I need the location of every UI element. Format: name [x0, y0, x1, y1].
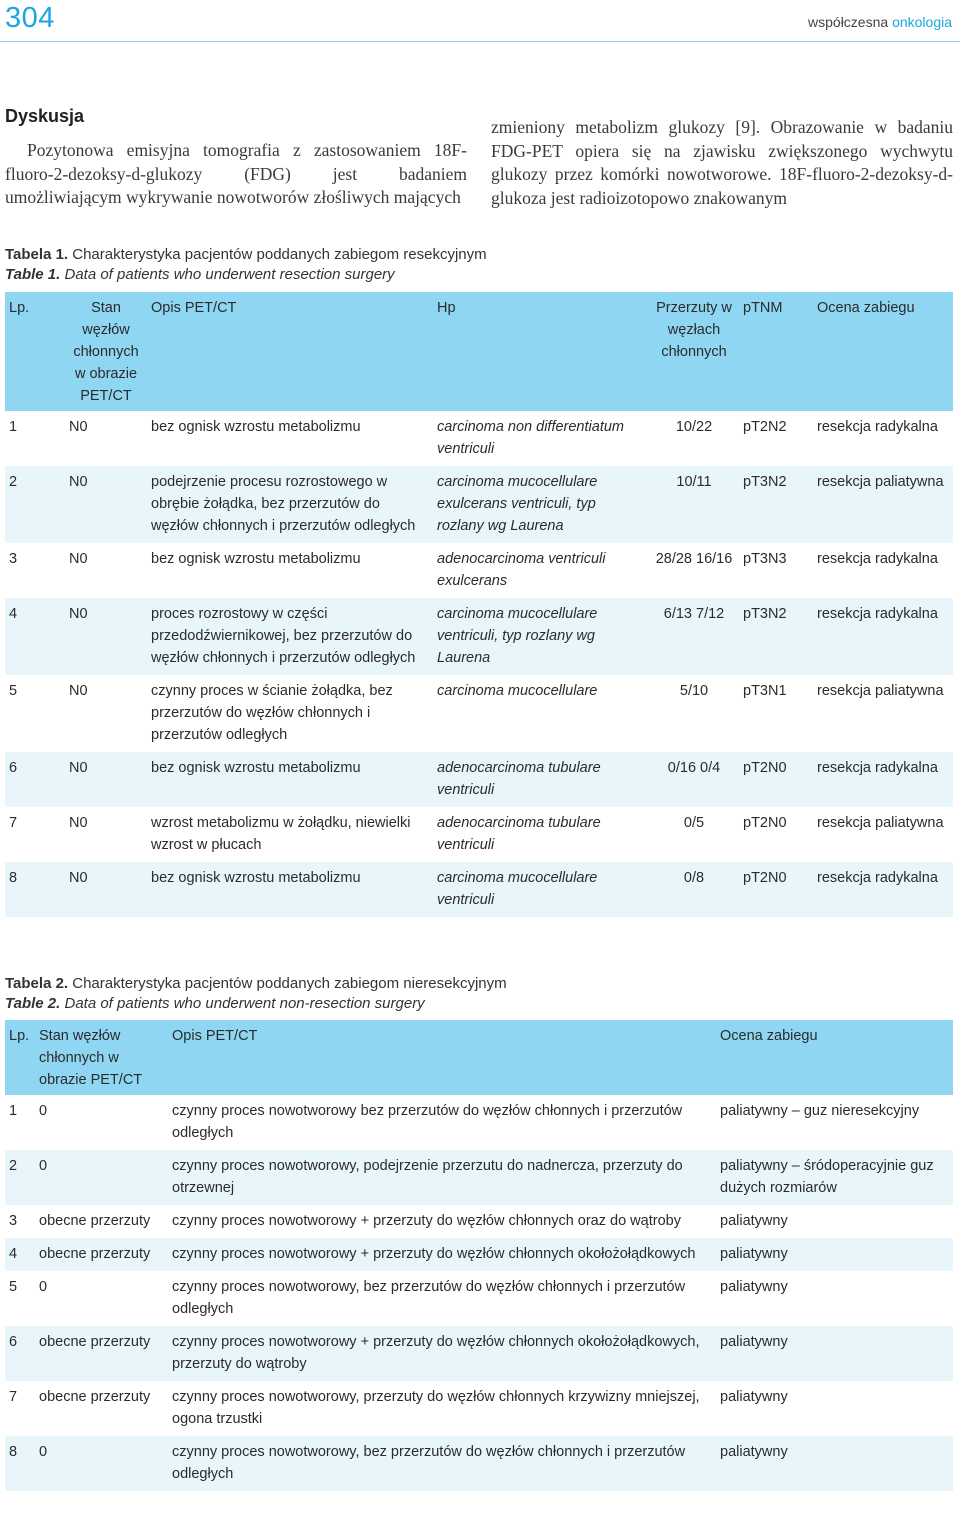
cell-node-status: 0: [39, 1103, 48, 1119]
table1-caption-en-text: Data of patients who underwent resection surgery: [60, 266, 395, 283]
table1-caption-en-label: Table 1.: [5, 266, 61, 283]
cell-pet-description: bez ognisk wzrostu metabolizmu: [151, 419, 361, 435]
cell-hp: adenocarcinoma tubulare ventriculi: [437, 815, 601, 853]
col-header-lp: Lp.: [9, 1028, 30, 1044]
cell-lp: 2: [9, 1158, 18, 1174]
cell-surgery-assessment: paliatywny – guz nieresekcyjny: [720, 1103, 920, 1119]
cell-node-status: N0: [69, 419, 88, 435]
cell-surgery-assessment: paliatywny: [720, 1444, 788, 1460]
cell-node-status: obecne przerzuty: [39, 1246, 151, 1262]
cell-node-metastases: 10/11: [676, 474, 712, 490]
table-resection: [5, 292, 953, 917]
table2-caption-en-text: Data of patients who underwent non-resection surgery: [60, 995, 425, 1012]
cell-node-status: obecne przerzuty: [39, 1389, 151, 1405]
cell-lp: 7: [9, 1389, 18, 1405]
cell-lp: 4: [9, 606, 18, 622]
cell-lp: 1: [9, 1103, 18, 1119]
table-header-row: [5, 1020, 953, 1095]
cell-pet-description: proces rozrostowy w części przedodźwiernikowej, bez przerzutów do węzłów chłonnych i przerzutów odległych: [151, 606, 416, 666]
table2-caption-en-label: Table 2.: [5, 995, 61, 1012]
section-title: Dyskusja: [5, 106, 85, 126]
cell-hp: adenocarcinoma tubulare ventriculi: [437, 760, 601, 798]
table-row: [5, 598, 953, 675]
cell-surgery-assessment: paliatywny: [720, 1389, 788, 1405]
cell-lp: 6: [9, 1334, 18, 1350]
cell-surgery-assessment: resekcja radykalna: [817, 419, 938, 435]
table-row: [5, 1150, 953, 1205]
cell-ptnm: pT3N1: [743, 683, 787, 699]
table-row: [5, 466, 953, 543]
col-header-lp: Lp.: [9, 300, 30, 316]
cell-pet-description: bez ognisk wzrostu metabolizmu: [151, 551, 361, 567]
cell-pet-description: czynny proces nowotworowy, przerzuty do węzłów chłonnych krzywizny mniejszej, ogona trzustki: [172, 1389, 700, 1427]
table-header-row: [5, 292, 953, 411]
cell-hp: carcinoma non differentiatum ventriculi: [437, 419, 624, 457]
col-header-node-metastases: Przerzuty w węzłach chłonnych: [656, 300, 732, 360]
cell-surgery-assessment: resekcja radykalna: [817, 760, 938, 776]
cell-node-metastases: 28/28 16/16: [655, 551, 733, 567]
col-header-surgery-assessment: Ocena zabiegu: [720, 1028, 818, 1044]
cell-node-status: 0: [39, 1444, 48, 1460]
cell-ptnm: pT2N0: [743, 815, 787, 831]
page-header: [0, 0, 960, 44]
cell-pet-description: bez ognisk wzrostu metabolizmu: [151, 870, 361, 886]
table-row: [5, 675, 953, 752]
cell-hp: carcinoma mucocellulare: [437, 683, 598, 699]
table1-caption-pl-text: Charakterystyka pacjentów poddanych zabiegom resekcyjnym: [68, 246, 487, 263]
cell-surgery-assessment: resekcja paliatywna: [817, 683, 944, 699]
cell-surgery-assessment: resekcja radykalna: [817, 870, 938, 886]
cell-surgery-assessment: paliatywny – śródoperacyjnie guz dużych rozmiarów: [720, 1158, 934, 1196]
body-text-right: zmieniony metabolizm glukozy [9]. Obrazowanie w badaniu FDG-PET opiera się na zjawisku zwiększonego wychwytu glukozy przez komórki nowotworowe. 18F-fluoro-2-dezoksy-d-glukoza jest radioizotopowo znakowanym: [491, 117, 953, 208]
cell-pet-description: czynny proces nowotworowy bez przerzutów do węzłów chłonnych i przerzutów odległych: [172, 1103, 683, 1141]
table1-caption-pl: [5, 245, 487, 265]
cell-lp: 2: [9, 474, 18, 490]
cell-ptnm: pT3N3: [743, 551, 787, 567]
journal-name-accent: onkologia: [892, 14, 952, 30]
table2-caption-pl: [5, 974, 507, 994]
cell-node-status: N0: [69, 606, 88, 622]
table2-caption-en: [5, 994, 425, 1014]
cell-hp: carcinoma mucocellulare ventriculi: [437, 870, 598, 908]
cell-node-metastases: 0/5: [683, 815, 705, 831]
cell-pet-description: czynny proces nowotworowy + przerzuty do węzłów chłonnych okołożołądkowych, przerzuty do wątroby: [172, 1334, 700, 1372]
cell-lp: 6: [9, 760, 18, 776]
cell-surgery-assessment: resekcja paliatywna: [817, 815, 944, 831]
cell-hp: adenocarcinoma ventriculi exulcerans: [437, 551, 606, 589]
table-row: [5, 1095, 953, 1150]
body-text-left: Pozytonowa emisyjna tomografia z zastosowaniem 18F-fluoro-2-dezoksy-d-glukozy (FDG) jest badaniem umożliwiającym wykrywanie nowotworów złośliwych mających: [5, 140, 467, 207]
cell-node-metastases: 5/10: [679, 683, 709, 699]
table-row: [5, 543, 953, 598]
cell-surgery-assessment: paliatywny: [720, 1334, 788, 1350]
cell-pet-description: wzrost metabolizmu w żołądku, niewielki wzrost w płucach: [151, 815, 411, 853]
cell-ptnm: pT2N2: [743, 419, 787, 435]
cell-node-metastases: 0/16 0/4: [667, 760, 721, 776]
col-header-node-status: Stan węzłów chłonnych w obrazie PET/CT: [73, 300, 139, 404]
cell-lp: 5: [9, 1279, 18, 1295]
cell-ptnm: pT3N2: [743, 474, 787, 490]
cell-node-status: N0: [69, 815, 88, 831]
col-header-pet-description: Opis PET/CT: [151, 300, 237, 316]
table-row: [5, 1326, 953, 1381]
table-row: [5, 1271, 953, 1326]
cell-pet-description: czynny proces w ścianie żołądka, bez przerzutów do węzłów chłonnych i przerzutów odległych: [151, 683, 393, 743]
cell-node-status: 0: [39, 1279, 48, 1295]
cell-surgery-assessment: paliatywny: [720, 1213, 788, 1229]
col-header-surgery-assessment: Ocena zabiegu: [817, 300, 915, 316]
table-row: [5, 1381, 953, 1436]
cell-node-status: N0: [69, 551, 88, 567]
cell-node-metastases: 10/22: [675, 419, 713, 435]
cell-lp: 5: [9, 683, 18, 699]
cell-node-status: obecne przerzuty: [39, 1334, 151, 1350]
cell-surgery-assessment: paliatywny: [720, 1279, 788, 1295]
table1-caption-en: [5, 265, 395, 285]
cell-lp: 8: [9, 1444, 18, 1460]
table-row: [5, 411, 953, 466]
cell-surgery-assessment: resekcja radykalna: [817, 606, 938, 622]
table-non-resection: [5, 1020, 953, 1491]
cell-pet-description: czynny proces nowotworowy + przerzuty do węzłów chłonnych okołożołądkowych: [172, 1246, 696, 1262]
cell-pet-description: czynny proces nowotworowy, bez przerzutów do węzłów chłonnych i przerzutów odległych: [172, 1279, 686, 1317]
journal-name: [808, 14, 952, 30]
table-row: [5, 862, 953, 917]
cell-lp: 3: [9, 1213, 18, 1229]
cell-lp: 8: [9, 870, 18, 886]
table-row: [5, 807, 953, 862]
cell-surgery-assessment: resekcja paliatywna: [817, 474, 944, 490]
table1-caption-pl-label: Tabela 1.: [5, 246, 69, 263]
cell-lp: 7: [9, 815, 18, 831]
cell-ptnm: pT2N0: [743, 760, 787, 776]
col-header-hp: Hp: [437, 300, 456, 316]
cell-node-metastases: 6/13 7/12: [663, 606, 725, 622]
table-row: [5, 1238, 953, 1271]
col-header-ptnm: pTNM: [743, 300, 783, 316]
cell-lp: 4: [9, 1246, 18, 1262]
cell-pet-description: czynny proces nowotworowy, podejrzenie przerzutu do nadnercza, przerzuty do otrzewnej: [172, 1158, 683, 1196]
table2-caption-pl-text: Charakterystyka pacjentów poddanych zabiegom nieresekcyjnym: [68, 975, 507, 992]
cell-pet-description: bez ognisk wzrostu metabolizmu: [151, 760, 361, 776]
cell-node-status: N0: [69, 474, 88, 490]
cell-pet-description: czynny proces nowotworowy + przerzuty do węzłów chłonnych oraz do wątroby: [172, 1213, 681, 1229]
cell-surgery-assessment: paliatywny: [720, 1246, 788, 1262]
cell-hp: carcinoma mucocellulare exulcerans ventriculi, typ rozlany wg Laurena: [437, 474, 598, 534]
cell-ptnm: pT3N2: [743, 606, 787, 622]
table-row: [5, 752, 953, 807]
cell-lp: 1: [9, 419, 18, 435]
page-number: 304: [5, 2, 55, 34]
cell-node-status: obecne przerzuty: [39, 1213, 151, 1229]
cell-node-metastases: 0/8: [683, 870, 705, 886]
cell-node-status: N0: [69, 870, 88, 886]
col-header-node-status: Stan węzłów chłonnych w obrazie PET/CT: [39, 1028, 143, 1088]
header-divider: [0, 41, 960, 42]
cell-surgery-assessment: resekcja radykalna: [817, 551, 938, 567]
col-header-pet-description: Opis PET/CT: [172, 1028, 258, 1044]
cell-pet-description: podejrzenie procesu rozrostowego w obrębie żołądka, bez przerzutów do węzłów chłonnych i przerzutów odległych: [151, 474, 416, 534]
table-row: [5, 1436, 953, 1491]
journal-name-prefix: współczesna: [808, 14, 893, 30]
cell-hp: carcinoma mucocellulare ventriculi, typ rozlany wg Laurena: [437, 606, 598, 666]
cell-ptnm: pT2N0: [743, 870, 787, 886]
table-row: [5, 1205, 953, 1238]
cell-node-status: N0: [69, 760, 88, 776]
cell-node-status: N0: [69, 683, 88, 699]
cell-pet-description: czynny proces nowotworowy, bez przerzutów do węzłów chłonnych i przerzutów odległych: [172, 1444, 686, 1482]
cell-node-status: 0: [39, 1158, 48, 1174]
cell-lp: 3: [9, 551, 18, 567]
table2-caption-pl-label: Tabela 2.: [5, 975, 69, 992]
